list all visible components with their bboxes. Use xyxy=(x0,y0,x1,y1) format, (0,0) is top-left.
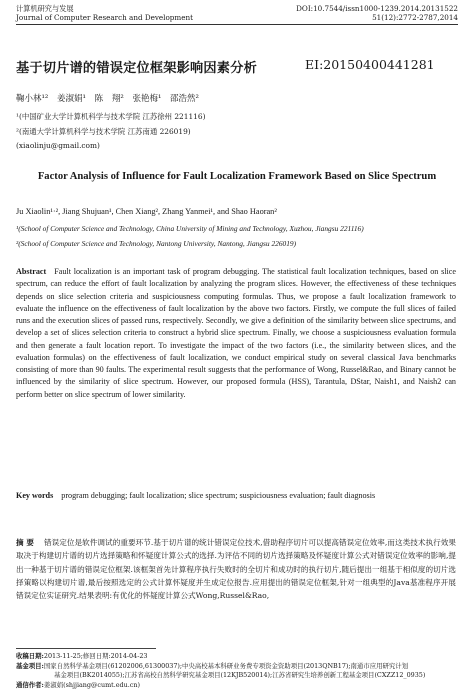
journal-name-cn: 计算机研究与发展 xyxy=(16,4,74,13)
abstract-cn-label: 摘 要 xyxy=(16,538,34,547)
affiliation-cn-2: ²(南通大学计算机科学与技术学院 江苏南通 226019) xyxy=(16,127,191,136)
authors-cn: 鞠小林¹² 姜淑娟¹ 陈 翔² 张艳梅¹ 邵浩然² xyxy=(16,94,199,104)
authors-en: Ju Xiaolin¹·², Jiang Shujuan¹, Chen Xiang², Zhang Yanmei¹, and Shao Haoran² xyxy=(16,207,277,216)
doi-text: DOI:10.7544/issn1000-1239.2014.20131522 xyxy=(296,4,458,13)
issue-text: 51(12):2772-2787,2014 xyxy=(372,13,458,22)
footnote-fund: 基金项目:国家自然科学基金项目(61202006,61300037);中央高校基本科研业务费专项资金资助项目(2013QNB17);南通市应用研究计划 xyxy=(16,661,409,670)
author-email: (xiaolinju@gmail.com) xyxy=(16,141,100,150)
affiliation-en-2: ²(School of Computer Science and Technology, Nantong University, Nantong, Jiangsu 226019) xyxy=(16,239,297,248)
abstract-en xyxy=(16,266,456,401)
journal-header-left xyxy=(16,4,193,22)
abstract-label: Abstract xyxy=(16,267,47,276)
journal-header-right xyxy=(296,4,458,22)
footnote-corresponding: 通信作者:姜淑娟(shjjiang@cumt.edu.cn) xyxy=(16,680,140,689)
abstract-cn xyxy=(16,536,456,602)
header-rule xyxy=(16,24,458,25)
journal-name-en: Journal of Computer Research and Development xyxy=(16,13,193,22)
affiliation-cn-1: ¹(中国矿业大学计算机科学与技术学院 江苏徐州 221116) xyxy=(16,112,206,121)
footnote-rule xyxy=(16,648,156,649)
footnotes xyxy=(16,652,458,690)
affiliation-en-1: ¹(School of Computer Science and Technology, China University of Mining and Technology, Xuzhou, Jiangsu 221116) xyxy=(16,224,364,233)
footnote-fund-cont: 基金项目(BK2014055);江苏省高校自然科学研究基金项目(12KJB520014);江苏省研究生培养创新工程基金项目(CXZZ12_0935) xyxy=(54,671,426,680)
abstract-cn-body: 错误定位是软件调试的重要环节.基于切片谱的统计错误定位技术,借助程序切片可以提高错误定位效率,而这类技术执行效果取决于构建切片谱的切片选择策略和怀疑度计算公式的选择.为评估不同的切片选择策略及怀疑度计算公式对错误定位效率的影响,提出一种基于切片谱的错误定位框架.该框架首先计算程序执行失败时的全切片和成功时的执行切片,随后提出一组基于相似度的切片选择策略以构建切片谱,最后按照选定的公式计算怀疑度并生成定位报告.应用提出的错误定位框架,针对一组典型的Java基准程序开展错误定位实证研究.结果表明:有优化的怀疑度计算公式Wong,Russel&Rao, xyxy=(16,538,456,601)
keywords-body: program debugging; fault localization; slice spectrum; suspiciousness evaluation; fault diagnosis xyxy=(61,491,376,500)
title-en: Factor Analysis of Influence for Fault Localization Framework Based on Slice Spectrum xyxy=(37,171,437,182)
ei-number: EI:20150400441281 xyxy=(305,57,435,72)
title-cn: 基于切片谱的错误定位框架影响因素分析 xyxy=(16,61,257,76)
keywords-label: Key words xyxy=(16,491,54,500)
keywords-en xyxy=(16,490,456,502)
footnote-received: 收稿日期:2013-11-25;修回日期:2014-04-23 xyxy=(16,652,148,660)
abstract-body: Fault localization is an important task of program debugging. The statistical fault localization techniques, based on slice spectrum, can reduce the effort of fault localization by analyzing the program slices. However, the effectiveness of these techniques depends on slice selection criteria and suspiciousness computing formulas. Thus, we propose a fault localization framework to evaluate the influence on the effectiveness of fault localization by the above two factors. Firstly, we compute the full slices of failed runs and the execution slices of passed runs, respectively. Secondly, we give a definition of the similarity between slice spectrums, and develop a set of slices selection criteria to construct a hybrid slice spectrum. Finally, we choose a suspiciousness evaluation formula and then generate a fault location report. To investigate the impact of the two factors (i.e., the similarity between slices, and the evaluation formulas) on the effectiveness of fault localization, we conduct empirical study on several classical Java benchmarks consisting of more than 90 faults. The experimental result suggests that the performance of Wong, Russel&Rao, and Binary cannot be influenced by the similarity of slice spectrum. However, our proposed formula (HSS), Tarantula, DStar, Naish1, and Naish2 can perform better on slice spectrum of lower similarity. xyxy=(16,267,456,399)
